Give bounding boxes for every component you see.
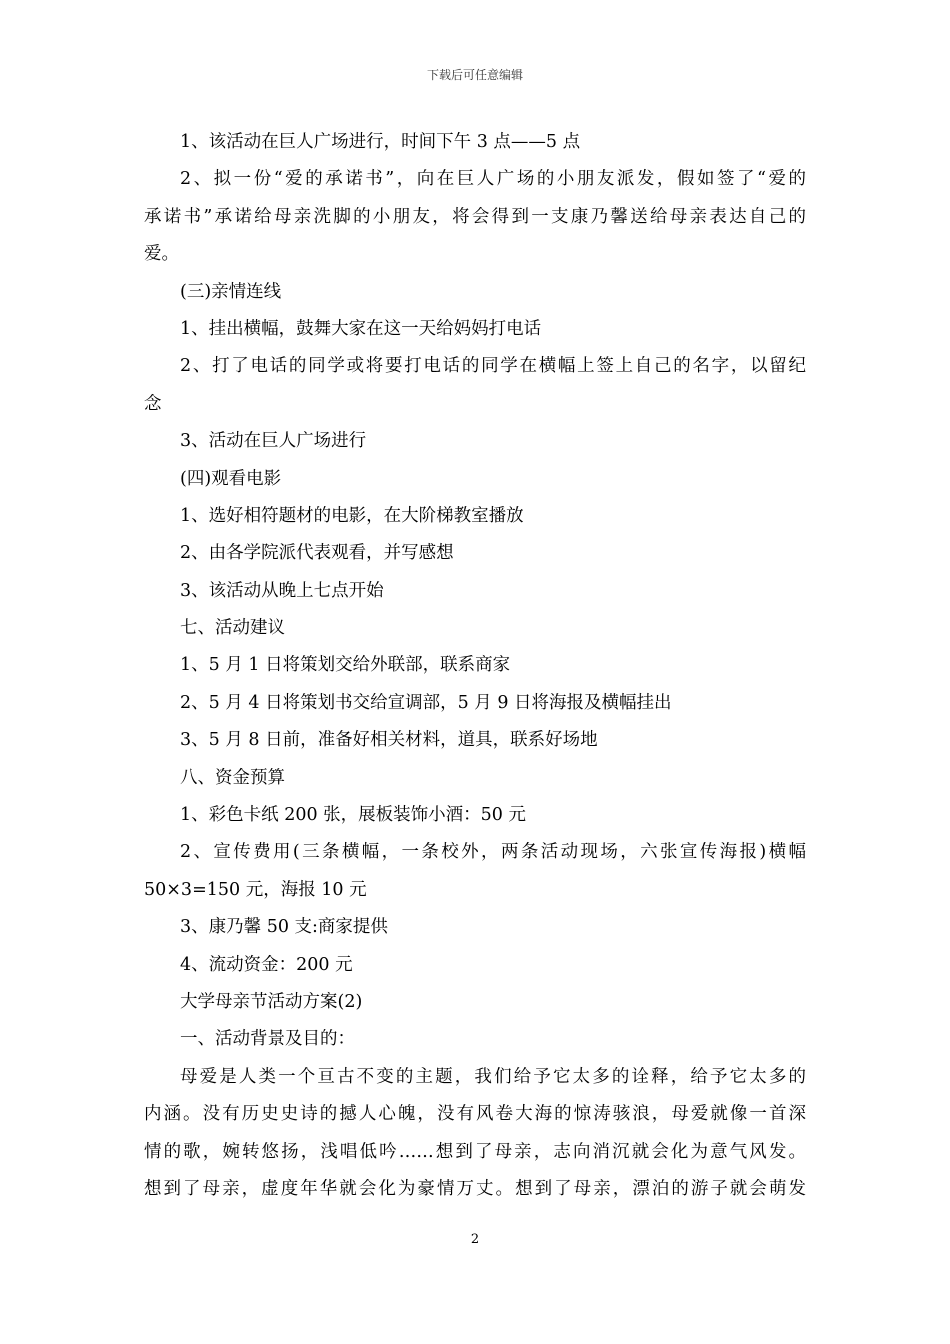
page-number: 2 xyxy=(470,1232,480,1247)
text-line: 爱。 xyxy=(144,244,179,265)
text-line: 情的歌，婉转悠扬，浅唱低吟……想到了母亲，志向消沉就会化为意气风发。 xyxy=(144,1141,806,1162)
text-line: 3、5 月 8 日前，准备好相关材料，道具，联系好场地 xyxy=(180,730,598,751)
text-line: 3、该活动从晚上七点开始 xyxy=(180,580,384,601)
text-line: 大学母亲节活动方案(2) xyxy=(180,991,363,1012)
text-line: 2、打了电话的同学或将要打电话的同学在横幅上签上自己的名字，以留纪 xyxy=(180,356,806,377)
text-line: 母爱是人类一个亘古不变的主题，我们给予它太多的诠释，给予它太多的 xyxy=(180,1066,806,1087)
text-line: 2、由各学院派代表观看，并写感想 xyxy=(180,543,454,564)
text-line: 念 xyxy=(144,393,162,414)
text-line: 内涵。没有历史史诗的撼人心魄，没有风卷大海的惊涛骇浪，母爱就像一首深 xyxy=(144,1104,806,1125)
text-line: 1、彩色卡纸 200 张，展板装饰小酒：50 元 xyxy=(180,805,526,826)
text-line: (三)亲情连线 xyxy=(180,281,282,302)
text-line: 1、该活动在巨人广场进行，时间下午 3 点——5 点 xyxy=(180,132,581,152)
text-line: 2、拟一份“爱的承诺书”，向在巨人广场的小朋友派发，假如签了“爱的 xyxy=(180,169,806,190)
text-line: 1、挂出横幅，鼓舞大家在这一天给妈妈打电话 xyxy=(180,318,542,339)
text-line: 3、活动在巨人广场进行 xyxy=(180,431,367,452)
text-line: 想到了母亲，虚度年华就会化为豪情万丈。想到了母亲，漂泊的游子就会萌发 xyxy=(144,1178,806,1199)
text-line: 3、康乃馨 50 支:商家提供 xyxy=(180,917,388,938)
text-line: 1、选好相符题材的电影，在大阶梯教室播放 xyxy=(180,505,524,526)
document-body xyxy=(144,124,806,1208)
text-line: 七、活动建议 xyxy=(180,618,285,639)
text-line: 2、宣传费用(三条横幅，一条校外，两条活动现场，六张宣传海报)横幅 xyxy=(180,842,806,863)
text-line: 2、5 月 4 日将策划书交给宣调部，5 月 9 日将海报及横幅挂出 xyxy=(180,692,672,713)
text-line: 4、流动资金：200 元 xyxy=(180,954,353,975)
page-header: 下载后可任意编辑 xyxy=(426,68,523,82)
text-line: (四)观看电影 xyxy=(180,468,282,489)
text-line: 八、资金预算 xyxy=(180,767,285,788)
text-line: 50×3=150 元，海报 10 元 xyxy=(144,879,367,900)
text-line: 承诺书”承诺给母亲洗脚的小朋友，将会得到一支康乃馨送给母亲表达自己的 xyxy=(144,206,806,227)
text-line: 一、活动背景及目的： xyxy=(180,1029,355,1050)
text-line: 1、5 月 1 日将策划交给外联部，联系商家 xyxy=(180,655,511,676)
